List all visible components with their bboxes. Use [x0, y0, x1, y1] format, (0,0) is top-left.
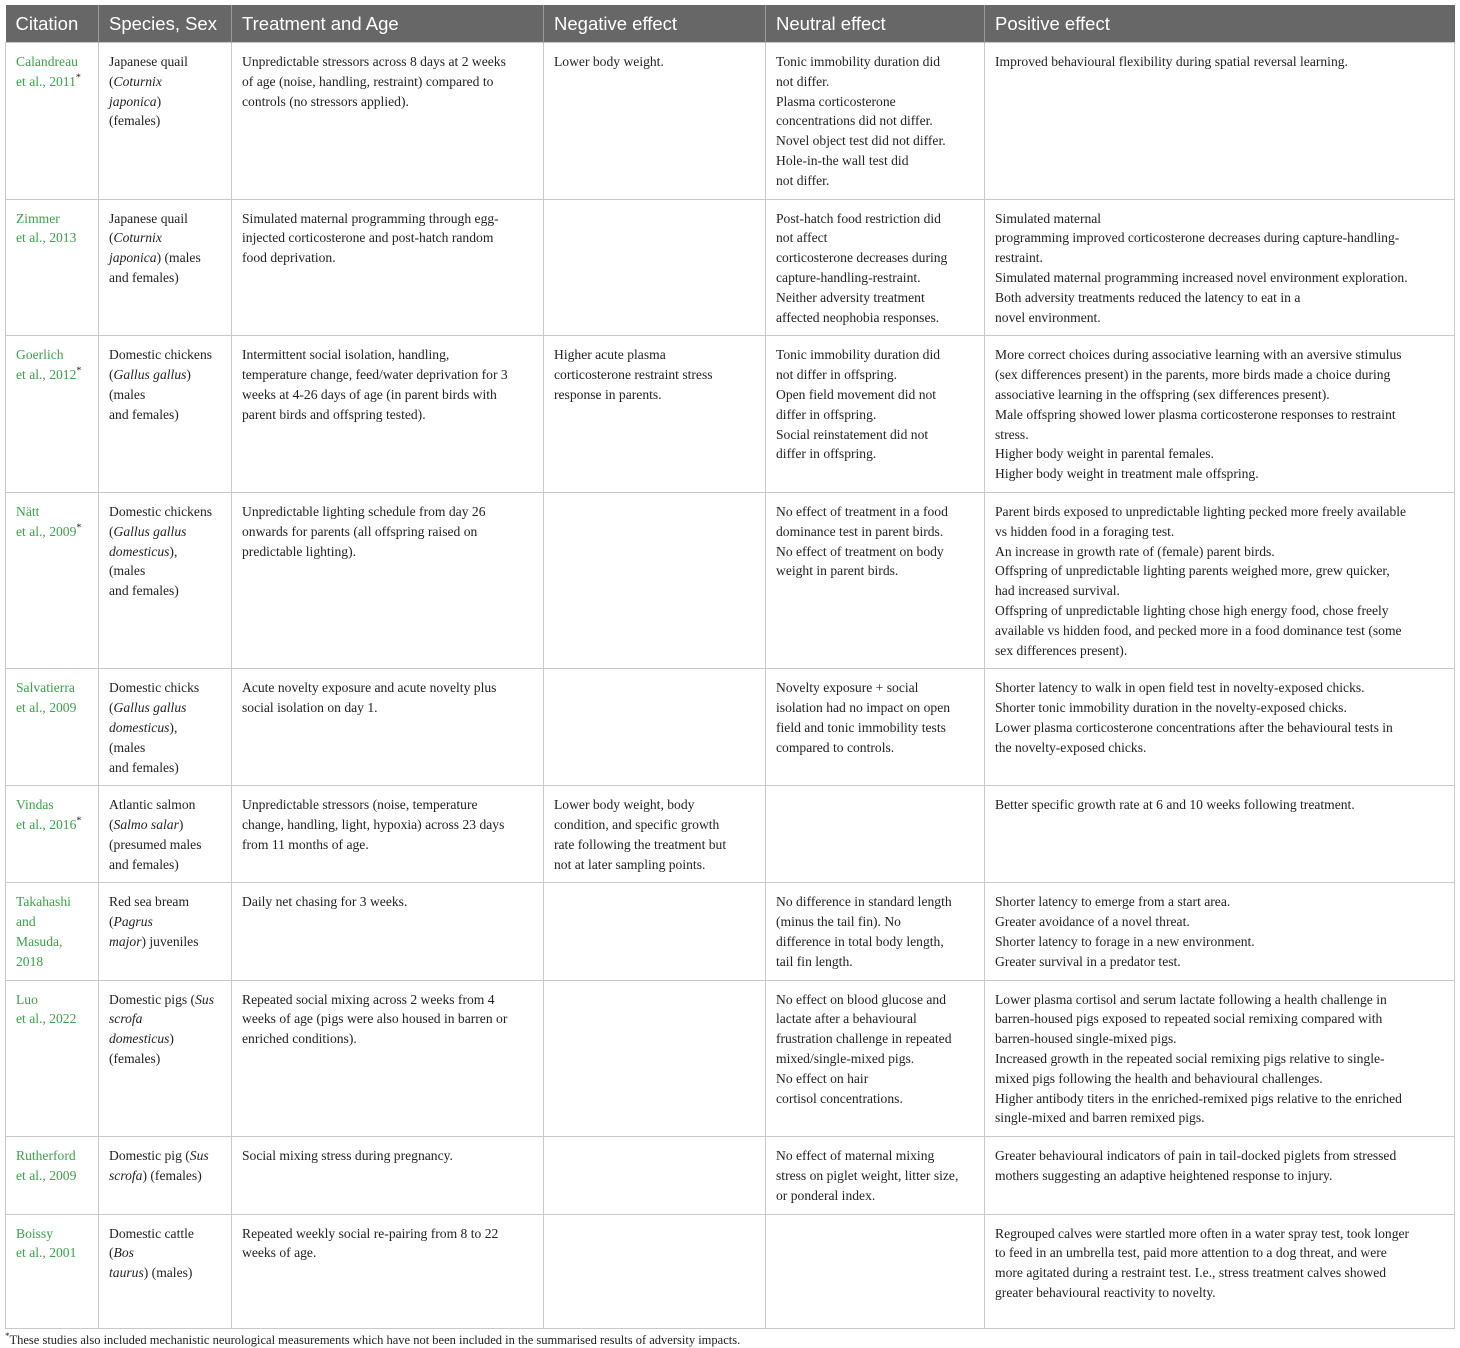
cell-neutral-effect [766, 43, 985, 200]
text-line: Takahashi [16, 894, 71, 910]
text-line: Domestic chickens [109, 503, 213, 519]
text-line: Parent birds exposed to unpredictable lighting pecked more freely available [995, 503, 1407, 519]
text-line: No effect of treatment on body [776, 543, 944, 559]
text-line: Vindas [16, 797, 54, 813]
text-line: capture-handling-restraint. [776, 269, 921, 285]
text-line: scrofa [109, 1011, 143, 1027]
text-line: weeks of age (pigs were also housed in barren or [242, 1011, 508, 1027]
text-line: mixed/single-mixed pigs. [776, 1051, 915, 1067]
cell-citation[interactable] [6, 980, 99, 1137]
text-line: weeks at 4-26 days of age (in parent birds with [242, 386, 497, 402]
text-line: Shorter latency to forage in a new environment. [995, 934, 1255, 950]
footnote-marker: * [76, 365, 82, 377]
cell-citation[interactable] [6, 669, 99, 786]
cell-species-sex [99, 1137, 232, 1214]
text-line: lactate after a behavioural [776, 1011, 917, 1027]
table-row [6, 492, 1455, 668]
text-line: et al., 2009* [16, 522, 82, 539]
text-line: et al., 2016* [16, 815, 82, 833]
text-line: enriched conditions). [242, 1031, 357, 1047]
text-line: Unpredictable stressors (noise, temperature [242, 797, 478, 813]
cell-treatment-age [232, 492, 544, 668]
text-line: not differ. [776, 172, 830, 188]
text-line: (Coturnix [109, 230, 162, 246]
text-line: stress on piglet weight, litter size, [776, 1168, 959, 1184]
text-line: or ponderal index. [776, 1187, 876, 1203]
text-line: Hole-in-the wall test did [776, 152, 909, 168]
text-line: (Gallus gallus [109, 523, 187, 539]
text-line: Unpredictable stressors across 8 days at 2 weeks [242, 54, 506, 69]
text-line: Salvatierra [16, 680, 75, 696]
text-line: parent birds and offspring tested). [242, 406, 426, 422]
cell-species-sex [99, 980, 232, 1137]
cell-negative-effect [544, 492, 766, 668]
text-line: Masuda, [16, 934, 63, 950]
text-line: Novelty exposure + social [776, 680, 919, 696]
text-line: Neither adversity treatment [776, 289, 925, 305]
text-line: Greater avoidance of a novel threat. [995, 914, 1190, 930]
cell-negative-effect [544, 786, 766, 883]
text-line: Offspring of unpredictable lighting parents weighed more, grew quicker, [995, 563, 1390, 579]
text-line: 2018 [16, 953, 44, 969]
text-line: Domestic pigs (Sus [109, 991, 214, 1007]
text-line: et al., 2013 [16, 230, 77, 246]
cell-citation[interactable] [6, 199, 99, 336]
text-line: Simulated maternal [995, 210, 1102, 226]
header-negative-effect: Negative effect [544, 5, 766, 43]
text-line: the novelty-exposed chicks. [995, 739, 1147, 755]
text-line: Male offspring showed lower plasma corticosterone responses to restraint [995, 406, 1396, 422]
text-line: Better specific growth rate at 6 and 10 weeks following treatment. [995, 797, 1355, 813]
text-line: No effect on blood glucose and [776, 991, 947, 1007]
header-species-sex: Species, Sex [99, 5, 232, 43]
text-line: (females) [109, 113, 161, 129]
text-line: (Bos [109, 1245, 134, 1261]
cell-species-sex [99, 669, 232, 786]
text-line: (sex differences present) in the parents, more birds made a choice during [995, 367, 1391, 383]
text-line: weeks of age. [242, 1245, 317, 1261]
text-line: barren-housed pigs exposed to repeated social remixing compared with [995, 1011, 1383, 1027]
text-line: Post-hatch food restriction did [776, 210, 941, 226]
text-line: and females) [109, 269, 179, 285]
text-line: differ in offspring. [776, 406, 877, 422]
text-line: had increased survival. [995, 583, 1120, 599]
cell-treatment-age [232, 980, 544, 1137]
text-line: Luo [16, 991, 38, 1007]
text-line: novel environment. [995, 309, 1101, 325]
text-line: programming improved corticosterone decreases during capture-handling- [995, 230, 1400, 246]
text-line: Domestic cattle [109, 1225, 194, 1241]
header-positive-effect: Positive effect [985, 5, 1455, 43]
text-line: Lower plasma cortisol and serum lactate following a health challenge in [995, 991, 1387, 1007]
cell-species-sex [99, 199, 232, 336]
text-line: domesticus) [109, 1031, 174, 1047]
cell-negative-effect [544, 1137, 766, 1214]
text-line: Regrouped calves were startled more often in a water spray test, took longer [995, 1225, 1410, 1241]
text-line: (Gallus gallus) [109, 367, 191, 383]
text-line: (females) [109, 1051, 161, 1067]
text-line: Higher body weight in treatment male offspring. [995, 466, 1259, 482]
text-line: Both adversity treatments reduced the latency to eat in a [995, 289, 1301, 305]
text-line: Repeated social mixing across 2 weeks from 4 [242, 991, 495, 1007]
text-line: tail fin length. [776, 953, 853, 969]
text-line: Shorter tonic immobility duration in the novelty-exposed chicks. [995, 700, 1347, 716]
table-row [6, 883, 1455, 980]
text-line: No effect of treatment in a food [776, 503, 948, 519]
text-line: No effect of maternal mixing [776, 1148, 935, 1164]
text-line: mixed pigs following the health and behavioural challenges. [995, 1070, 1323, 1086]
cell-neutral-effect [766, 336, 985, 493]
text-line: Open field movement did not [776, 386, 937, 402]
text-line: greater behavioural reactivity to novelty. [995, 1285, 1216, 1301]
cell-negative-effect [544, 669, 766, 786]
text-line: (males [109, 563, 146, 579]
cell-citation[interactable] [6, 786, 99, 883]
table-header-row [6, 5, 1455, 43]
text-line: difference in total body length, [776, 934, 944, 950]
text-line: food deprivation. [242, 250, 336, 266]
header-neutral-effect: Neutral effect [766, 5, 985, 43]
text-line: (Pagrus [109, 914, 153, 930]
text-line: Atlantic salmon [109, 797, 196, 813]
footnote-marker: * [76, 815, 82, 827]
cell-neutral-effect [766, 492, 985, 668]
cell-positive-effect [985, 1214, 1455, 1328]
table-row [6, 1214, 1455, 1328]
text-line: Japanese quail [109, 54, 188, 69]
text-line: more agitated during a restraint test. I.e., stress treatment calves showed [995, 1265, 1387, 1281]
text-line: Simulated maternal programming through egg- [242, 210, 499, 226]
text-line: Plasma corticosterone [776, 93, 896, 109]
text-line: domesticus), [109, 719, 178, 735]
cell-treatment-age [232, 336, 544, 493]
cell-positive-effect [985, 786, 1455, 883]
text-line: Unpredictable lighting schedule from day 26 [242, 503, 486, 519]
text-line: Repeated weekly social re-pairing from 8 to 22 [242, 1225, 499, 1241]
cell-treatment-age [232, 43, 544, 200]
cell-neutral-effect [766, 980, 985, 1137]
text-line: Social mixing stress during pregnancy. [242, 1148, 453, 1164]
text-line: Greater survival in a predator test. [995, 953, 1181, 969]
text-line: et al., 2009 [16, 1168, 77, 1184]
text-line: mothers suggesting an adaptive heightened response to injury. [995, 1168, 1333, 1184]
cell-citation[interactable] [6, 1214, 99, 1328]
cell-citation[interactable] [6, 336, 99, 493]
text-line: condition, and specific growth [554, 817, 720, 833]
text-line: Higher acute plasma [554, 347, 666, 363]
text-line: (minus the tail fin). No [776, 914, 901, 930]
table-row [6, 669, 1455, 786]
text-line: Simulated maternal programming increased novel environment exploration. [995, 269, 1408, 285]
text-line: not differ in offspring. [776, 367, 898, 383]
text-line: major) juveniles [109, 934, 199, 950]
cell-neutral-effect [766, 669, 985, 786]
text-line: Higher antibody titers in the enriched-remixed pigs relative to the enriched [995, 1090, 1402, 1106]
text-line: rate following the treatment but [554, 836, 727, 852]
text-line: Daily net chasing for 3 weeks. [242, 894, 408, 910]
adversity-effects-table [5, 5, 1455, 1329]
text-line: stress. [995, 426, 1029, 442]
text-line: Novel object test did not differ. [776, 133, 946, 149]
text-line: Tonic immobility duration did [776, 54, 941, 69]
table-row [6, 786, 1455, 883]
header-treatment-age: Treatment and Age [232, 5, 544, 43]
cell-species-sex [99, 336, 232, 493]
text-line: Higher body weight in parental females. [995, 446, 1214, 462]
text-line: (Salmo salar) [109, 817, 184, 833]
text-line: available vs hidden food, and pecked more in a food dominance test (some [995, 622, 1402, 638]
text-line: Lower body weight. [554, 54, 664, 69]
table-row [6, 1137, 1455, 1214]
text-line: predictable lighting). [242, 543, 357, 559]
cell-species-sex [99, 883, 232, 980]
text-line: injected corticosterone and post-hatch random [242, 230, 494, 246]
text-line: Lower plasma corticosterone concentrations after the behavioural tests in [995, 719, 1393, 735]
cell-positive-effect [985, 669, 1455, 786]
text-line: et al., 2001 [16, 1245, 77, 1261]
footnote [5, 1330, 1454, 1348]
text-line: compared to controls. [776, 739, 895, 755]
text-line: Red sea bream [109, 894, 190, 910]
cell-negative-effect [544, 883, 766, 980]
cell-citation[interactable] [6, 883, 99, 980]
text-line: Acute novelty exposure and acute novelty plus [242, 680, 497, 696]
text-line: restraint. [995, 250, 1043, 266]
text-line: Lower body weight, body [554, 797, 695, 813]
cell-positive-effect [985, 883, 1455, 980]
footnote-marker: * [75, 72, 81, 84]
cell-negative-effect [544, 43, 766, 200]
cell-neutral-effect [766, 883, 985, 980]
text-line: scrofa) (females) [109, 1168, 202, 1184]
cell-neutral-effect [766, 1137, 985, 1214]
text-line: concentrations did not differ. [776, 113, 933, 129]
cell-positive-effect [985, 43, 1455, 200]
text-line: Goerlich [16, 347, 64, 363]
table-row [6, 980, 1455, 1137]
text-line: social isolation on day 1. [242, 700, 378, 716]
text-line: Shorter latency to walk in open field test in novelty-exposed chicks. [995, 680, 1365, 696]
text-line: Boissy [16, 1225, 54, 1241]
table-container [5, 5, 1454, 1348]
text-line: differ in offspring. [776, 446, 877, 462]
cell-negative-effect [544, 1214, 766, 1328]
text-line: No difference in standard length [776, 894, 952, 910]
header-citation: Citation [6, 5, 99, 43]
text-line: Tonic immobility duration did [776, 347, 941, 363]
text-line: field and tonic immobility tests [776, 719, 946, 735]
text-line: vs hidden food in a foraging test. [995, 523, 1175, 539]
text-line: japonica) (males [109, 250, 201, 266]
cell-treatment-age [232, 199, 544, 336]
text-line: Nätt [16, 503, 40, 519]
text-line: isolation had no impact on open [776, 700, 951, 716]
cell-positive-effect [985, 492, 1455, 668]
text-line: and females) [109, 406, 179, 422]
text-line: An increase in growth rate of (female) parent birds. [995, 543, 1275, 559]
cell-neutral-effect [766, 786, 985, 883]
footnote-marker: * [76, 522, 82, 534]
footnote-star: * [5, 1330, 10, 1341]
text-line: dominance test in parent birds. [776, 523, 944, 539]
text-line: not affect [776, 230, 828, 246]
text-line: affected neophobia responses. [776, 309, 940, 325]
text-line: onwards for parents (all offspring raised on [242, 523, 478, 539]
text-line: corticosterone restraint stress [554, 367, 713, 383]
text-line: More correct choices during associative learning with an aversive stimulus [995, 347, 1402, 363]
cell-treatment-age [232, 786, 544, 883]
text-line: and females) [109, 759, 179, 775]
text-line: Social reinstatement did not [776, 426, 929, 442]
text-line: Domestic pig (Sus [109, 1148, 209, 1164]
text-line: cortisol concentrations. [776, 1090, 903, 1106]
cell-treatment-age [232, 1214, 544, 1328]
cell-positive-effect [985, 199, 1455, 336]
text-line: domesticus), [109, 543, 178, 559]
text-line: Shorter latency to emerge from a start area. [995, 894, 1231, 910]
text-line: (males [109, 739, 146, 755]
text-line: Domestic chickens [109, 347, 213, 363]
text-line: controls (no stressors applied). [242, 93, 409, 109]
text-line: Rutherford [16, 1148, 76, 1164]
text-line: japonica) [109, 93, 162, 109]
cell-positive-effect [985, 980, 1455, 1137]
cell-treatment-age [232, 669, 544, 786]
text-line: of age (noise, handling, restraint) compared to [242, 73, 494, 89]
table-body [6, 43, 1455, 1329]
text-line: to feed in an umbrella test, paid more attention to a dog threat, and were [995, 1245, 1387, 1261]
text-line: barren-housed single-mixed pigs. [995, 1031, 1177, 1047]
text-line: from 11 months of age. [242, 836, 369, 852]
text-line: not differ. [776, 73, 830, 89]
text-line: No effect on hair [776, 1070, 869, 1086]
text-line: and [16, 914, 36, 930]
table-row [6, 43, 1455, 200]
text-line: weight in parent birds. [776, 563, 899, 579]
text-line: (males [109, 386, 146, 402]
cell-treatment-age [232, 1137, 544, 1214]
text-line: et al., 2011* [16, 72, 81, 89]
text-line: Zimmer [16, 210, 60, 226]
cell-neutral-effect [766, 199, 985, 336]
text-line: frustration challenge in repeated [776, 1031, 952, 1047]
footnote-text: These studies also included mechanistic neurological measurements which have not been included in the summarised results of adversity impacts. [9, 1332, 741, 1347]
text-line: Intermittent social isolation, handling, [242, 347, 450, 363]
text-line: Improved behavioural flexibility during spatial reversal learning. [995, 54, 1348, 69]
text-line: (presumed males [109, 836, 202, 852]
text-line: (Gallus gallus [109, 700, 187, 716]
text-line: response in parents. [554, 386, 662, 402]
cell-treatment-age [232, 883, 544, 980]
cell-species-sex [99, 492, 232, 668]
text-line: et al., 2022 [16, 1011, 77, 1027]
text-line: et al., 2009 [16, 700, 77, 716]
cell-species-sex [99, 1214, 232, 1328]
text-line: change, handling, light, hypoxia) across 23 days [242, 817, 505, 833]
text-line: Increased growth in the repeated social remixing pigs relative to single- [995, 1051, 1385, 1067]
text-line: Domestic chicks [109, 680, 200, 696]
table-row [6, 199, 1455, 336]
cell-citation[interactable] [6, 43, 99, 200]
cell-positive-effect [985, 1137, 1455, 1214]
cell-citation[interactable] [6, 492, 99, 668]
text-line: Calandreau [16, 54, 78, 69]
text-line: Offspring of unpredictable lighting chose high energy food, chose freely [995, 602, 1389, 618]
text-line: taurus) (males) [109, 1265, 193, 1281]
text-line: and females) [109, 583, 179, 599]
text-line: Japanese quail [109, 210, 188, 226]
cell-neutral-effect [766, 1214, 985, 1328]
text-line: temperature change, feed/water deprivation for 3 [242, 367, 508, 383]
text-line: (Coturnix [109, 73, 162, 89]
text-line: associative learning in the offspring (sex differences present). [995, 386, 1330, 402]
cell-negative-effect [544, 336, 766, 493]
text-line: corticosterone decreases during [776, 250, 948, 266]
text-line: and females) [109, 856, 179, 872]
text-line: not at later sampling points. [554, 856, 706, 872]
text-line: Greater behavioural indicators of pain in tail-docked piglets from stressed [995, 1148, 1397, 1164]
text-line: et al., 2012* [16, 365, 82, 383]
text-line: single-mixed and barren remixed pigs. [995, 1110, 1205, 1126]
cell-species-sex [99, 786, 232, 883]
cell-positive-effect [985, 336, 1455, 493]
cell-negative-effect [544, 199, 766, 336]
cell-citation[interactable] [6, 1137, 99, 1214]
table-row [6, 336, 1455, 493]
text-line: sex differences present). [995, 642, 1128, 658]
cell-species-sex [99, 43, 232, 200]
cell-negative-effect [544, 980, 766, 1137]
